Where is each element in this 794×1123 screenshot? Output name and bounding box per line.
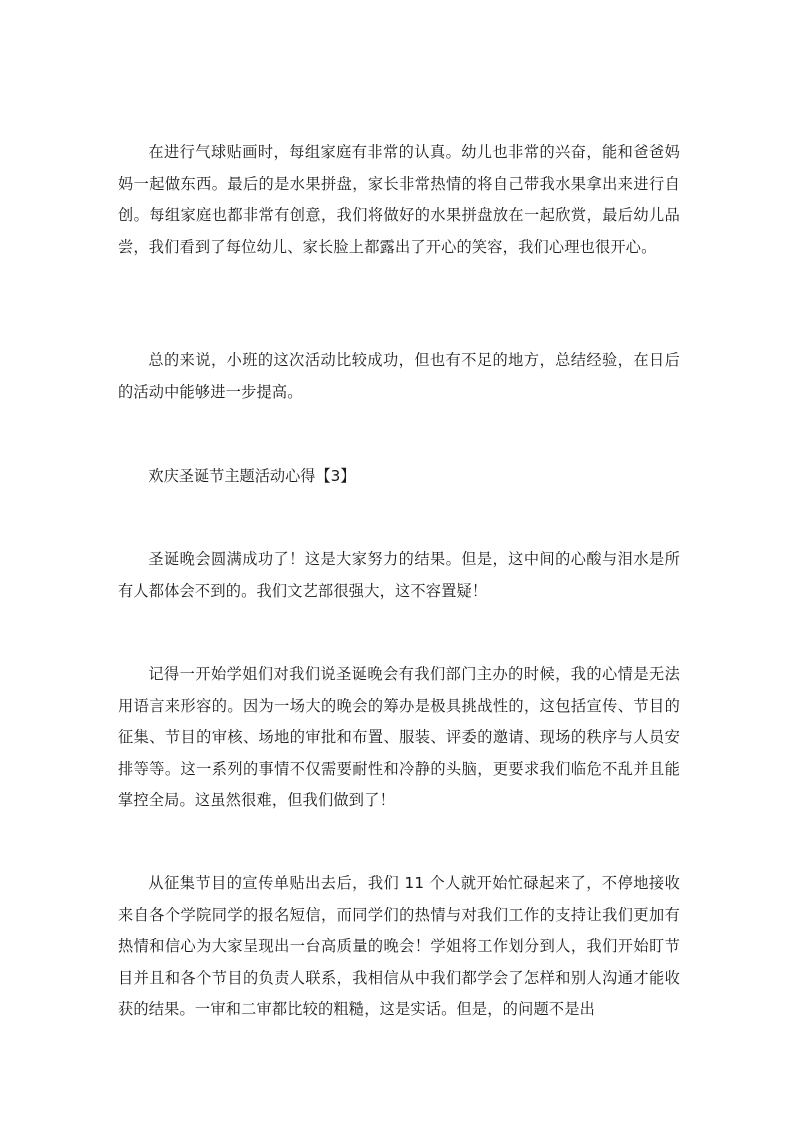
paragraph-program-collection: 从征集节目的宣传单贴出去后，我们 11 个人就开始忙碌起来了，不停地接收来自各个学院同学的报名短信，而同学们的热情与对我们工作的支持让我们更加有热情和信心为大家呈现出一台高质量的晚会！学姐将工作划分到人，我们开始盯节目并且和各个节目的负责人联系，我相信从中我们都学会了怎样和别人沟通才能收获的结果。一审和二审都比较的粗糙，这是实话。但是，的问题不是出 bbox=[118, 874, 680, 1018]
paragraph-summary: 总的来说，小班的这次活动比较成功，但也有不足的地方，总结经验，在日后的活动中能够进一步提高。 bbox=[118, 351, 680, 401]
section-heading: 欢庆圣诞节主题活动心得【3】 bbox=[148, 467, 356, 485]
paragraph-christmas-success: 圣诞晚会圆满成功了！这是大家努力的结果。但是，这中间的心酸与泪水是所有人都体会不到的。我们文艺部很强大，这不容置疑！ bbox=[118, 550, 680, 600]
paragraph-preparation: 记得一开始学姐们对我们说圣诞晚会有我们部门主办的时候，我的心情是无法用语言来形容的。因为一场大的晚会的筹办是极具挑战性的，这包括宣传、节目的征集、节目的审核、场地的审批和布置、服装、评委的邀请、现场的秩序与人员安排等等。这一系列的事情不仅需要耐性和冷静的头脑，更要求我们临危不乱并且能掌控全局。这虽然很难，但我们做到了！ bbox=[118, 665, 680, 809]
paragraph-balloon-activity: 在进行气球贴画时，每组家庭有非常的认真。幼儿也非常的兴奋，能和爸爸妈妈一起做东西。最后的是水果拼盘，家长非常热情的将自己带我水果拿出来进行自创。每组家庭也都非常有创意，我们将做好的水果拼盘放在一起欣赏，最后幼儿品尝，我们看到了每位幼儿、家长脸上都露出了开心的笑容，我们心理也很开心。 bbox=[118, 143, 680, 256]
